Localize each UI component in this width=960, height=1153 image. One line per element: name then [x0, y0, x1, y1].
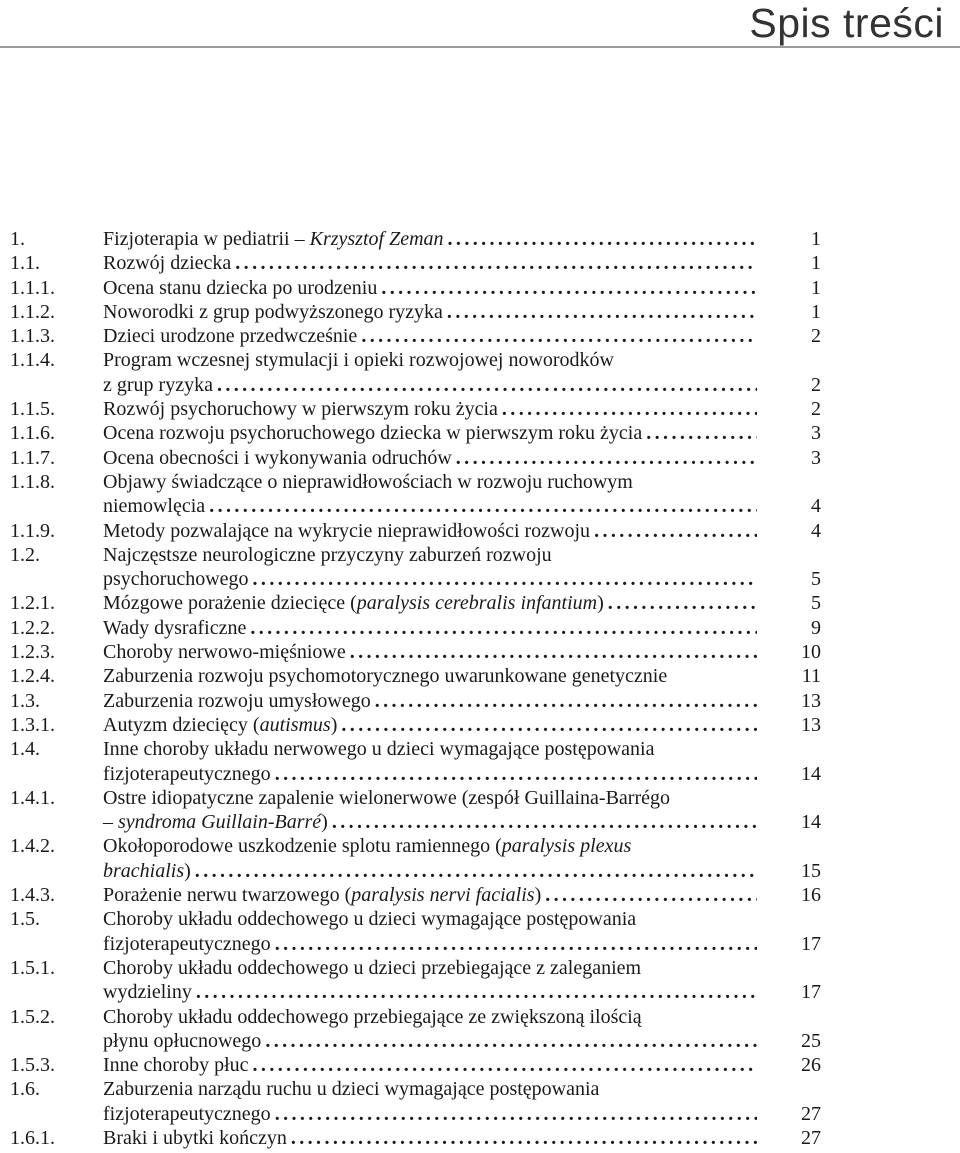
toc-entry[interactable] — [0, 689, 960, 713]
toc-entry-page-number: 3 — [811, 422, 821, 445]
toc-entry-title: Ocena rozwoju psychoruchowego dziecka w pierwszym roku życia — [103, 422, 643, 445]
leader-dots — [541, 883, 757, 907]
toc-entry-number: 1.1.3. — [10, 325, 55, 348]
leader-dots — [271, 1102, 757, 1126]
toc-entry-title: brachialis) — [103, 859, 191, 882]
toc-entry-title-line: Choroby układu oddechowego u dzieci przebiegające z zaleganiem — [103, 956, 642, 979]
toc-entry-number: 1.5. — [10, 908, 40, 931]
toc-entry-number: 1.4.3. — [10, 884, 55, 907]
leader-dots — [246, 616, 757, 640]
toc-entry[interactable] — [0, 1005, 960, 1054]
toc-entry[interactable] — [0, 519, 960, 543]
toc-entry[interactable] — [0, 227, 960, 251]
leader-dots — [337, 713, 757, 737]
toc-entry-page-number: 17 — [801, 932, 821, 955]
toc-entry-title: Mózgowe porażenie dziecięce (paralysis cerebralis infantium) — [103, 592, 604, 615]
toc-entry-title: Choroby nerwowo-mięśniowe — [103, 641, 346, 664]
leader-dots — [271, 932, 757, 956]
toc-entry-page-number: 13 — [801, 689, 821, 712]
toc-entry-number: 1. — [10, 228, 25, 250]
leader-dots — [371, 689, 757, 713]
leader-dots — [249, 567, 757, 591]
leader-dots — [444, 227, 757, 251]
toc-entry-page-number: 1 — [811, 252, 821, 275]
toc-entry[interactable] — [0, 470, 960, 519]
toc-entry-title: Braki i ubytki kończyn — [103, 1126, 287, 1149]
toc-entry-title: Ocena obecności i wykonywania odruchów — [103, 446, 452, 469]
toc-entry[interactable] — [0, 664, 960, 688]
toc-entry-title: Rozwój psychoruchowy w pierwszym roku życia — [103, 398, 498, 421]
toc-entry[interactable] — [0, 883, 960, 907]
leader-dots — [231, 251, 757, 275]
toc-entry-title: płynu opłucnowego — [103, 1029, 262, 1052]
toc-entry-number: 1.2.4. — [10, 665, 55, 688]
toc-entry-title: fizjoterapeutycznego — [103, 762, 271, 785]
toc-entry-page-number: 1 — [811, 228, 821, 250]
toc-entry-number: 1.1.7. — [10, 446, 55, 469]
leader-dots — [287, 1126, 757, 1150]
toc-entry-number: 1.4.1. — [10, 786, 55, 809]
toc-entry-number: 1.1.5. — [10, 398, 55, 421]
leader-dots — [377, 276, 757, 300]
toc-entry-number: 1.1.2. — [10, 300, 55, 323]
toc-entry[interactable] — [0, 737, 960, 786]
toc-entry-number: 1.1.6. — [10, 422, 55, 445]
toc-entry-title-line: Program wczesnej stymulacji i opieki rozwojowej noworodków — [103, 349, 614, 372]
toc-entry-number: 1.6.1. — [10, 1126, 55, 1149]
toc-entry-page-number: 11 — [801, 665, 821, 688]
toc-entry[interactable] — [0, 324, 960, 348]
leader-dots — [213, 373, 757, 397]
toc-entry[interactable] — [0, 956, 960, 1005]
leader-dots — [604, 591, 757, 615]
toc-entry-page-number: 5 — [811, 592, 821, 615]
toc-entry-number: 1.2.1. — [10, 592, 55, 615]
toc-entry-title-line: Choroby układu oddechowego u dzieci wymagające postępowania — [103, 908, 637, 931]
leader-dots — [452, 446, 757, 470]
toc-entry-title: Zaburzenia rozwoju umysłowego — [103, 689, 371, 712]
toc-entry-page-number: 1 — [811, 276, 821, 299]
toc-entry-number: 1.2.3. — [10, 641, 55, 664]
leader-dots — [443, 300, 757, 324]
toc-entry-number: 1.4. — [10, 738, 40, 761]
toc-entry[interactable] — [0, 786, 960, 835]
leader-dots — [271, 762, 757, 786]
toc-entry-number: 1.1.8. — [10, 470, 55, 493]
toc-entry-number: 1.5.1. — [10, 956, 55, 979]
toc-entry-title: Wady dysraficzne — [103, 616, 247, 639]
toc-entry-number: 1.4.2. — [10, 835, 55, 858]
toc-entry-title-line: Zaburzenia narządu ruchu u dzieci wymagające postępowania — [103, 1078, 600, 1101]
toc-entry-page-number: 10 — [801, 641, 821, 664]
toc-entry[interactable] — [0, 591, 960, 615]
toc-entry-number: 1.5.2. — [10, 1005, 55, 1028]
leader-dots — [498, 397, 757, 421]
toc-entry-number: 1.2. — [10, 543, 40, 566]
toc-entry-page-number: 2 — [811, 398, 821, 421]
toc-entry-number: 1.3. — [10, 689, 40, 712]
toc-entry[interactable] — [0, 421, 960, 445]
toc-entry-title: fizjoterapeutycznego — [103, 932, 271, 955]
leader-dots — [249, 1053, 757, 1077]
toc-entry[interactable] — [0, 616, 960, 640]
toc-entry-title: niemowlęcia — [103, 495, 206, 518]
leader-dots — [357, 324, 757, 348]
toc-entry-title: Rozwój dziecka — [103, 252, 232, 275]
toc-entry-title: Zaburzenia rozwoju psychomotorycznego uwarunkowane genetycznie — [103, 665, 668, 688]
toc-entry-title-line: Choroby układu oddechowego przebiegające ze zwiększoną ilością — [103, 1005, 642, 1028]
toc-entry-title: Inne choroby płuc — [103, 1054, 249, 1077]
toc-entry-title: wydzieliny — [103, 981, 192, 1004]
toc-entry-title: Fizjoterapia w pediatrii – Krzysztof Zeman — [103, 228, 444, 250]
toc-entry-page-number: 15 — [801, 859, 821, 882]
toc-entry-page-number: 14 — [801, 762, 821, 785]
leader-dots — [642, 421, 757, 445]
toc-entry[interactable] — [0, 1126, 960, 1150]
toc-entry[interactable] — [0, 348, 960, 397]
toc-entry-page-number: 9 — [811, 616, 821, 639]
toc-entry-title: Ocena stanu dziecka po urodzeniu — [103, 276, 378, 299]
toc-entry-number: 1.1.1. — [10, 276, 55, 299]
toc-entry-page-number: 4 — [811, 519, 821, 542]
toc-entry-number: 1.2.2. — [10, 616, 55, 639]
toc-entry-title-line: Objawy świadczące o nieprawidłowościach w rozwoju ruchowym — [103, 470, 633, 493]
toc-entry[interactable] — [0, 834, 960, 883]
toc-entry-number: 1.1.4. — [10, 349, 55, 372]
toc-entry-number: 1.1.9. — [10, 519, 55, 542]
toc-entry-page-number: 3 — [811, 446, 821, 469]
table-of-contents — [0, 227, 960, 1150]
toc-entry-page-number: 25 — [801, 1029, 821, 1052]
title-rule — [0, 46, 960, 48]
toc-entry-title-line: Najczęstsze neurologiczne przyczyny zaburzeń rozwoju — [103, 543, 552, 566]
toc-entry[interactable] — [0, 446, 960, 470]
toc-entry-title-line: Okołoporodowe uszkodzenie splotu ramiennego (paralysis plexus — [103, 835, 632, 858]
page-title: Spis treści — [749, 0, 944, 46]
toc-entry[interactable] — [0, 251, 960, 275]
toc-entry-title: Dzieci urodzone przedwcześnie — [103, 325, 358, 348]
toc-entry-title: z grup ryzyka — [103, 373, 213, 396]
toc-entry[interactable] — [0, 1077, 960, 1126]
toc-entry-number: 1.1. — [10, 252, 40, 275]
toc-entry-title: fizjoterapeutycznego — [103, 1102, 271, 1125]
toc-entry[interactable] — [0, 276, 960, 300]
leader-dots — [205, 494, 757, 518]
toc-entry[interactable] — [0, 713, 960, 737]
toc-entry-number: 1.5.3. — [10, 1054, 55, 1077]
toc-entry-page-number: 2 — [811, 373, 821, 396]
toc-entry[interactable] — [0, 907, 960, 956]
toc-entry-page-number: 2 — [811, 325, 821, 348]
toc-entry-page-number: 16 — [801, 884, 821, 907]
toc-entry-title: Metody pozwalające na wykrycie nieprawidłowości rozwoju — [103, 519, 591, 542]
toc-entry-number: 1.3.1. — [10, 713, 55, 736]
toc-entry-page-number: 14 — [801, 811, 821, 834]
toc-entry-title: Noworodki z grup podwyższonego ryzyka — [103, 300, 443, 323]
toc-entry-page-number: 17 — [801, 981, 821, 1004]
toc-entry-page-number: 13 — [801, 713, 821, 736]
toc-entry-page-number: 5 — [811, 568, 821, 591]
toc-entry-page-number: 1 — [811, 300, 821, 323]
toc-entry[interactable] — [0, 543, 960, 592]
toc-entry-number: 1.6. — [10, 1078, 40, 1101]
toc-entry-title: Autyzm dziecięcy (autismus) — [103, 713, 338, 736]
toc-entry[interactable] — [0, 1053, 960, 1077]
toc-entry-title-line: Ostre idiopatyczne zapalenie wielonerwowe (zespół Guillaina-Barrégo — [103, 786, 670, 809]
leader-dots — [346, 640, 757, 664]
toc-entry[interactable] — [0, 397, 960, 421]
toc-entry[interactable] — [0, 640, 960, 664]
leader-dots — [328, 810, 757, 834]
toc-entry-title: – syndroma Guillain-Barré) — [103, 811, 328, 834]
toc-entry-page-number: 27 — [801, 1126, 821, 1149]
toc-entry[interactable] — [0, 300, 960, 324]
leader-dots — [191, 859, 757, 883]
leader-dots — [261, 1029, 757, 1053]
toc-entry-page-number: 4 — [811, 495, 821, 518]
toc-entry-title: psychoruchowego — [103, 568, 249, 591]
toc-entry-page-number: 27 — [801, 1102, 821, 1125]
toc-entry-title-line: Inne choroby układu nerwowego u dzieci wymagające postępowania — [103, 738, 655, 761]
leader-dots — [590, 519, 757, 543]
toc-entry-page-number: 26 — [801, 1054, 821, 1077]
leader-dots — [192, 980, 757, 1004]
toc-entry-title: Porażenie nerwu twarzowego (paralysis nervi facialis) — [103, 884, 542, 907]
